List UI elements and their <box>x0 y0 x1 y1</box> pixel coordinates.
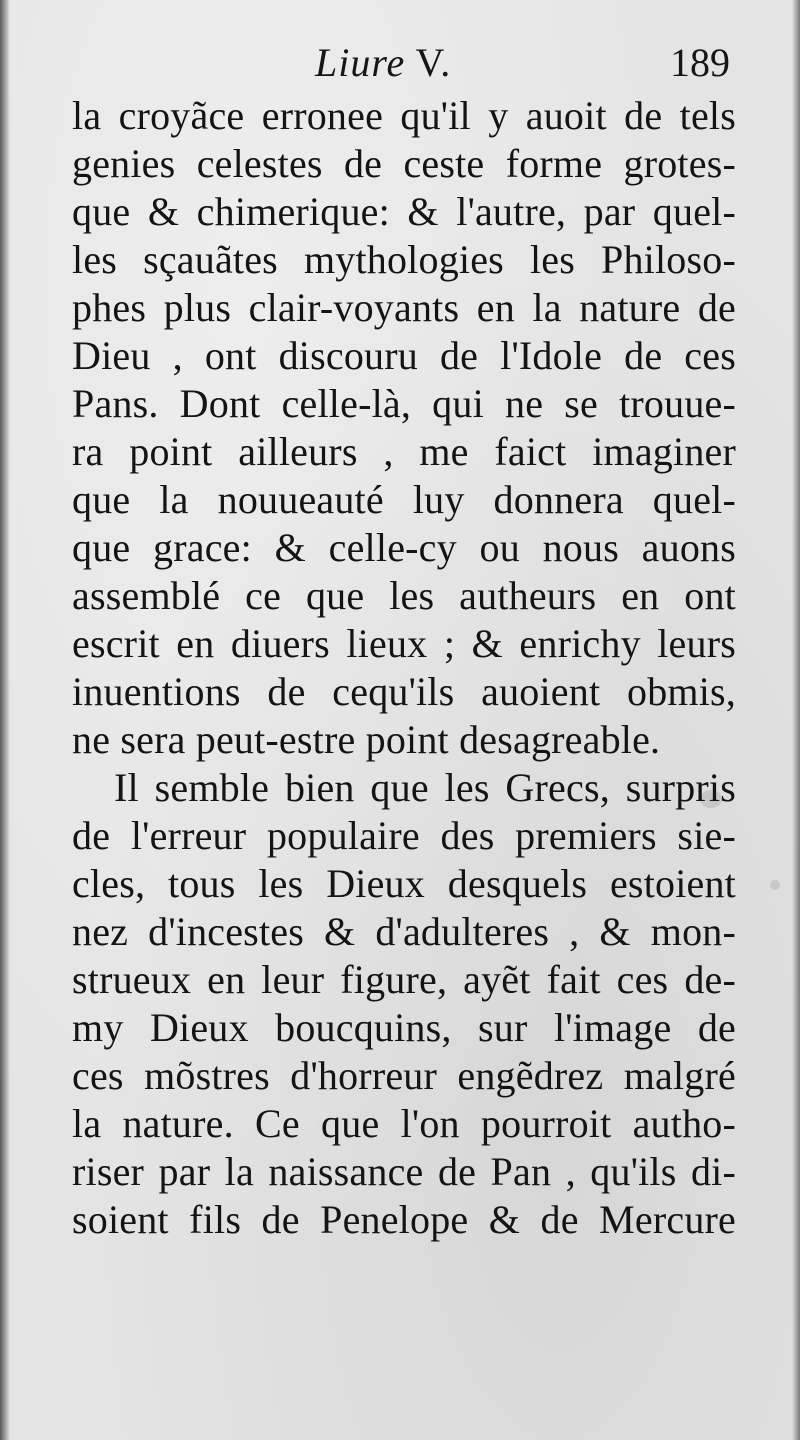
body-text <box>72 92 736 1244</box>
text-line: strueux en leur figure, ayẽt fait ces de- <box>72 957 736 1002</box>
text-line: ne sera peut-estre point desagreable. <box>72 717 661 762</box>
text-line: inuentions de cequ'ils auoient obmis, <box>72 669 736 714</box>
page-left-edge-shadow <box>0 0 10 1440</box>
text-line: nez d'incestes & d'adulteres , & mon- <box>72 909 736 954</box>
text-line: cles, tous les Dieux desquels estoient <box>72 861 736 906</box>
text-line: les sçauãtes mythologies les Philoso- <box>72 237 736 282</box>
text-line: riser par la naissance de Pan , qu'ils di- <box>72 1149 736 1194</box>
page-header <box>70 38 730 88</box>
paper-stain <box>770 880 780 890</box>
text-line: my Dieux boucquins, sur l'image de <box>72 1005 736 1050</box>
text-line: la croyãce erronee qu'il y auoit de tels <box>72 93 736 138</box>
text-line: escrit en diuers lieux ; & enrichy leurs <box>72 621 736 666</box>
text-line: ra point ailleurs , me faict imaginer <box>72 429 736 474</box>
text-line: Pans. Dont celle-là, qui ne se trouue- <box>72 381 736 426</box>
page-number: 189 <box>670 40 730 85</box>
page-right-edge-shadow <box>792 0 800 1440</box>
text-line: assemblé ce que les autheurs en ont <box>72 573 736 618</box>
text-line: que la nouueauté luy donnera quel- <box>72 477 736 522</box>
text-line: ces mõstres d'horreur engẽdrez malgré <box>72 1053 736 1098</box>
text-line: la nature. Ce que l'on pourroit autho- <box>72 1101 736 1146</box>
text-line: que grace: & celle-cy ou nous auons <box>72 525 736 570</box>
text-line: de l'erreur populaire des premiers sie- <box>72 813 736 858</box>
text-line: que & chimerique: & l'autre, par quel- <box>72 189 736 234</box>
text-line: phes plus clair-voyants en la nature de <box>72 285 736 330</box>
text-line: Il semble bien que les Grecs, surpris <box>114 765 736 810</box>
text-line: soient fils de Penelope & de Mercure <box>72 1197 736 1242</box>
running-title: Liure V. <box>315 40 452 85</box>
text-line: Dieu , ont discouru de l'Idole de ces <box>72 333 736 378</box>
text-line: genies celestes de ceste forme grotes- <box>72 141 736 186</box>
